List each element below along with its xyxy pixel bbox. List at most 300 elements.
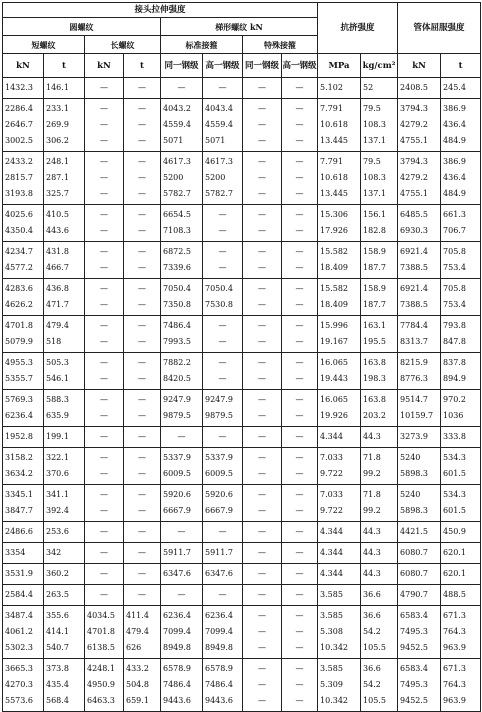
cell-value: 671.3 [443, 611, 466, 620]
cell-value: — [258, 696, 266, 705]
cell-value: — [295, 548, 304, 557]
cell-value: 620.1 [443, 569, 466, 578]
cell-value: — [295, 136, 304, 145]
cell-value: 6667.9 [205, 506, 233, 515]
cell-value: 3273.9 [400, 432, 429, 441]
table-cell [44, 390, 85, 427]
table-cell [124, 543, 161, 564]
cell-value: 534.3 [443, 490, 466, 499]
table-cell [282, 99, 318, 152]
table-cell [282, 564, 318, 585]
table-cell [282, 78, 318, 99]
table-cell [441, 390, 481, 427]
cell-value: — [100, 432, 108, 441]
cell-value: 18.409 [320, 263, 349, 272]
table-cell [361, 78, 398, 99]
table-cell [282, 279, 318, 316]
cell-value: — [258, 395, 266, 404]
table-cell [85, 242, 124, 279]
cell-value: — [218, 210, 227, 219]
cell-value: 36.6 [363, 611, 381, 620]
cell-value: 44.3 [363, 569, 381, 578]
cell-value: — [258, 136, 266, 145]
cell-value: 6578.9 [205, 664, 233, 673]
cell-value: — [258, 83, 266, 92]
cell-value: — [258, 411, 266, 420]
cell-value: 431.8 [46, 247, 69, 256]
cell-value: 341.1 [46, 490, 69, 499]
cell-value: 7.033 [320, 490, 343, 499]
cell-value: — [258, 432, 266, 441]
table-cell [398, 485, 441, 522]
table-row-group [3, 522, 481, 543]
table-cell [3, 522, 44, 543]
table-cell [398, 659, 441, 712]
cell-value: 6654.5 [163, 210, 191, 219]
table-cell [124, 427, 161, 448]
cell-value: 7339.6 [163, 263, 191, 272]
table-cell [318, 242, 361, 279]
cell-value: 443.6 [46, 226, 69, 235]
cell-value: 342 [46, 548, 62, 557]
cell-value: 6080.7 [400, 548, 429, 557]
cell-value: — [295, 263, 304, 272]
cell-value: 195.5 [363, 337, 386, 346]
cell-value: — [100, 374, 108, 383]
cell-value: 894.9 [443, 374, 466, 383]
cell-value: — [138, 337, 146, 346]
header-unit: kg/cm² [361, 54, 398, 78]
cell-value: 471.7 [46, 300, 69, 309]
cell-value: 4.344 [320, 527, 343, 536]
cell-value: 488.5 [443, 590, 466, 599]
cell-value: 6930.3 [400, 226, 429, 235]
cell-value: — [295, 210, 304, 219]
table-cell [243, 522, 282, 543]
table-cell [3, 427, 44, 448]
cell-value: 7099.4 [163, 627, 191, 636]
cell-value: 9247.9 [163, 395, 191, 404]
cell-value: 5337.9 [205, 453, 233, 462]
table-cell [398, 390, 441, 427]
cell-value: 71.8 [363, 453, 381, 462]
table-body [3, 78, 481, 712]
cell-value: — [100, 337, 108, 346]
cell-value: 8215.9 [400, 358, 429, 367]
table-cell [361, 585, 398, 606]
cell-value: 99.2 [363, 506, 381, 515]
cell-value: — [295, 411, 304, 420]
table-cell [282, 205, 318, 242]
table-cell [3, 316, 44, 353]
cell-value: 505.3 [46, 358, 69, 367]
cell-value: — [295, 469, 304, 478]
table-cell [398, 78, 441, 99]
cell-value: — [100, 300, 108, 309]
cell-value: 568.4 [46, 696, 69, 705]
cell-value: 99.2 [363, 469, 381, 478]
cell-value: 325.7 [46, 189, 69, 198]
table-cell [124, 585, 161, 606]
cell-value: 436.8 [46, 284, 69, 293]
cell-value: — [258, 300, 266, 309]
cell-value: 4701.8 [87, 627, 115, 636]
table-cell [85, 585, 124, 606]
cell-value: 203.2 [363, 411, 386, 420]
table-row-group [3, 279, 481, 316]
table-cell [282, 606, 318, 659]
table-cell [243, 564, 282, 585]
table-cell [3, 279, 44, 316]
cell-value: — [295, 490, 304, 499]
header-long-thread: 长螺纹 [85, 36, 161, 54]
table-cell [203, 427, 243, 448]
table-cell [124, 448, 161, 485]
cell-value: — [100, 157, 108, 166]
table-cell [161, 205, 203, 242]
cell-value: — [138, 358, 146, 367]
table-cell [441, 78, 481, 99]
cell-value: 5.308 [320, 627, 343, 636]
header-unit: t [44, 54, 85, 78]
table-row-group [3, 152, 481, 205]
cell-value: 386.9 [443, 104, 466, 113]
cell-value: 764.3 [443, 627, 466, 636]
table-cell [3, 78, 44, 99]
table-cell [44, 448, 85, 485]
cell-value: — [258, 548, 266, 557]
table-cell [361, 390, 398, 427]
cell-value: 19.167 [320, 337, 349, 346]
cell-value: 411.4 [126, 611, 149, 620]
table-cell [44, 242, 85, 279]
cell-value: 793.8 [443, 321, 466, 330]
cell-value: 3002.5 [5, 136, 33, 145]
cell-value: 137.1 [363, 189, 386, 198]
cell-value: 5920.6 [163, 490, 191, 499]
table-cell [441, 448, 481, 485]
cell-value: 44.3 [363, 548, 381, 557]
cell-value: 79.5 [363, 104, 381, 113]
cell-value: 601.5 [443, 469, 466, 478]
table-cell [398, 585, 441, 606]
cell-value: 2584.4 [5, 590, 33, 599]
table-cell [243, 448, 282, 485]
cell-value: 392.4 [46, 506, 69, 515]
table-cell [282, 659, 318, 712]
cell-value: — [295, 337, 304, 346]
header-higher-grade: 高一钢级 [203, 54, 243, 78]
table-cell [161, 353, 203, 390]
cell-value: — [100, 590, 108, 599]
cell-value: — [258, 120, 266, 129]
table-cell [243, 543, 282, 564]
cell-value: — [138, 395, 146, 404]
cell-value: 3354 [5, 548, 26, 557]
table-cell [282, 242, 318, 279]
cell-value: 4421.5 [400, 527, 429, 536]
table-cell [203, 659, 243, 712]
cell-value: 9247.9 [205, 395, 233, 404]
cell-value: 15.582 [320, 247, 349, 256]
cell-value: — [295, 284, 304, 293]
header-higher-grade: 高一钢级 [282, 54, 318, 78]
table-cell [203, 485, 243, 522]
cell-value: 3345.1 [5, 490, 33, 499]
table-cell [44, 485, 85, 522]
cell-value: 44.3 [363, 527, 381, 536]
table-cell [44, 353, 85, 390]
header-buttress-thread: 梯形螺纹 kN [161, 18, 318, 36]
table-cell [203, 152, 243, 205]
cell-value: 13.445 [320, 189, 349, 198]
cell-value: 3794.3 [400, 104, 429, 113]
table-cell [3, 390, 44, 427]
cell-value: — [295, 395, 304, 404]
cell-value: 36.6 [363, 664, 381, 673]
table-cell [441, 659, 481, 712]
table-cell [243, 242, 282, 279]
table-cell [161, 448, 203, 485]
cell-value: 6009.5 [205, 469, 233, 478]
cell-value: 479.4 [126, 627, 149, 636]
cell-value: 3158.2 [5, 453, 33, 462]
table-cell [124, 659, 161, 712]
table-cell [318, 485, 361, 522]
header-unit: kN [3, 54, 44, 78]
cell-value: 546.1 [46, 374, 69, 383]
table-cell [44, 564, 85, 585]
table-cell [3, 152, 44, 205]
cell-value: 5079.9 [5, 337, 33, 346]
cell-value: — [100, 527, 108, 536]
cell-value: 3634.2 [5, 469, 33, 478]
table-cell [85, 279, 124, 316]
cell-value: 414.1 [46, 627, 69, 636]
table-cell [203, 242, 243, 279]
cell-value: — [138, 490, 146, 499]
cell-value: — [138, 210, 146, 219]
table-cell [282, 152, 318, 205]
table-cell [318, 522, 361, 543]
cell-value: — [295, 83, 304, 92]
cell-value: — [100, 189, 108, 198]
cell-value: 963.9 [443, 696, 466, 705]
cell-value: — [258, 680, 266, 689]
table-row-group [3, 390, 481, 427]
table-cell [203, 522, 243, 543]
cell-value: — [138, 506, 146, 515]
cell-value: 540.7 [46, 643, 69, 652]
cell-value: — [177, 527, 186, 536]
cell-value: 4061.2 [5, 627, 33, 636]
table-cell [161, 522, 203, 543]
cell-value: — [218, 432, 227, 441]
cell-value: — [138, 453, 146, 462]
cell-value: 5071 [205, 136, 226, 145]
cell-value: — [138, 590, 146, 599]
cell-value: 15.996 [320, 321, 349, 330]
cell-value: 9879.5 [205, 411, 233, 420]
cell-value: 9879.5 [163, 411, 191, 420]
table-row-group [3, 606, 481, 659]
cell-value: — [295, 247, 304, 256]
cell-value: 3794.3 [400, 157, 429, 166]
cell-value: — [100, 83, 108, 92]
cell-value: 764.3 [443, 680, 466, 689]
header-special-coupling: 特殊接箍 [243, 36, 318, 54]
table-cell [243, 205, 282, 242]
cell-value: — [258, 263, 266, 272]
cell-value: 588.3 [46, 395, 69, 404]
cell-value: — [258, 569, 266, 578]
table-cell [124, 390, 161, 427]
table-row-group [3, 316, 481, 353]
cell-value: 15.306 [320, 210, 349, 219]
cell-value: 4577.2 [5, 263, 33, 272]
cell-value: — [100, 263, 108, 272]
table-cell [85, 522, 124, 543]
table-row-group [3, 205, 481, 242]
cell-value: 245.4 [443, 83, 466, 92]
cell-value: — [138, 527, 146, 536]
cell-value: 3531.9 [5, 569, 33, 578]
cell-value: 15.582 [320, 284, 349, 293]
table-cell [44, 279, 85, 316]
table-cell [124, 205, 161, 242]
cell-value: 44.3 [363, 432, 381, 441]
table-cell [161, 390, 203, 427]
table-cell [85, 78, 124, 99]
table-cell [282, 585, 318, 606]
table-cell [361, 543, 398, 564]
cell-value: 6236.4 [163, 611, 191, 620]
table-cell [441, 564, 481, 585]
cell-value: — [218, 337, 227, 346]
cell-value: 13.445 [320, 136, 349, 145]
table-cell [85, 316, 124, 353]
table-cell [398, 99, 441, 152]
cell-value: 6921.4 [400, 284, 429, 293]
table-cell [398, 316, 441, 353]
cell-value: 18.409 [320, 300, 349, 309]
cell-value: 433.2 [126, 664, 149, 673]
table-cell [398, 427, 441, 448]
table-cell [398, 279, 441, 316]
cell-value: 7050.4 [205, 284, 233, 293]
cell-value: — [138, 120, 146, 129]
cell-value: 7486.4 [205, 680, 233, 689]
cell-value: — [100, 321, 108, 330]
cell-value: 4950.9 [87, 680, 115, 689]
cell-value: — [100, 548, 108, 557]
cell-value: — [100, 569, 108, 578]
cell-value: — [295, 157, 304, 166]
table-cell [318, 279, 361, 316]
table-cell [398, 606, 441, 659]
cell-value: — [295, 120, 304, 129]
table-cell [398, 242, 441, 279]
cell-value: 10159.7 [400, 411, 434, 420]
table-cell [318, 316, 361, 353]
cell-value: — [295, 300, 304, 309]
cell-value: 837.8 [443, 358, 466, 367]
header-unit: kN [85, 54, 124, 78]
cell-value: — [295, 104, 304, 113]
cell-value: 105.5 [363, 696, 386, 705]
table-cell [44, 543, 85, 564]
cell-value: — [258, 611, 266, 620]
cell-value: 5302.3 [5, 643, 33, 652]
table-cell [44, 316, 85, 353]
cell-value: — [100, 411, 108, 420]
header-same-grade: 同一钢级 [243, 54, 282, 78]
table-cell [243, 316, 282, 353]
cell-value: 9443.6 [205, 696, 233, 705]
cell-value: 2646.7 [5, 120, 33, 129]
table-cell [361, 522, 398, 543]
cell-value: — [138, 263, 146, 272]
cell-value: 466.7 [46, 263, 69, 272]
table-cell [3, 242, 44, 279]
cell-value: — [138, 374, 146, 383]
table-cell [441, 522, 481, 543]
cell-value: — [258, 210, 266, 219]
table-cell [441, 485, 481, 522]
cell-value: 4043.4 [205, 104, 233, 113]
table-row-group [3, 564, 481, 585]
table-cell [124, 99, 161, 152]
cell-value: 287.1 [46, 173, 69, 182]
cell-value: — [295, 611, 304, 620]
cell-value: — [138, 469, 146, 478]
cell-value: 8949.8 [205, 643, 233, 652]
cell-value: 4248.1 [87, 664, 115, 673]
cell-value: 4755.1 [400, 136, 429, 145]
cell-value: — [295, 453, 304, 462]
cell-value: 7.033 [320, 453, 343, 462]
cell-value: 4559.4 [205, 120, 233, 129]
cell-value: — [295, 696, 304, 705]
cell-value: — [138, 136, 146, 145]
table-cell [243, 585, 282, 606]
cell-value: 19.926 [320, 411, 349, 420]
table-cell [318, 564, 361, 585]
cell-value: — [100, 506, 108, 515]
table-cell [318, 205, 361, 242]
cell-value: 199.1 [46, 432, 69, 441]
cell-value: — [218, 527, 227, 536]
table-cell [124, 242, 161, 279]
cell-value: 4701.8 [5, 321, 33, 330]
table-cell [161, 78, 203, 99]
cell-value: 3487.4 [5, 611, 33, 620]
cell-value: — [100, 284, 108, 293]
cell-value: 7495.3 [400, 627, 429, 636]
cell-value: 5240 [400, 453, 421, 462]
cell-value: — [100, 247, 108, 256]
cell-value: 1036 [443, 411, 464, 420]
cell-value: — [138, 284, 146, 293]
cell-value: — [138, 104, 146, 113]
table-cell [161, 543, 203, 564]
cell-value: 4043.2 [163, 104, 191, 113]
cell-value: — [258, 664, 266, 673]
cell-value: 8420.5 [163, 374, 191, 383]
header-standard-coupling: 标准接箍 [161, 36, 243, 54]
cell-value: 847.8 [443, 337, 466, 346]
table-cell [203, 205, 243, 242]
